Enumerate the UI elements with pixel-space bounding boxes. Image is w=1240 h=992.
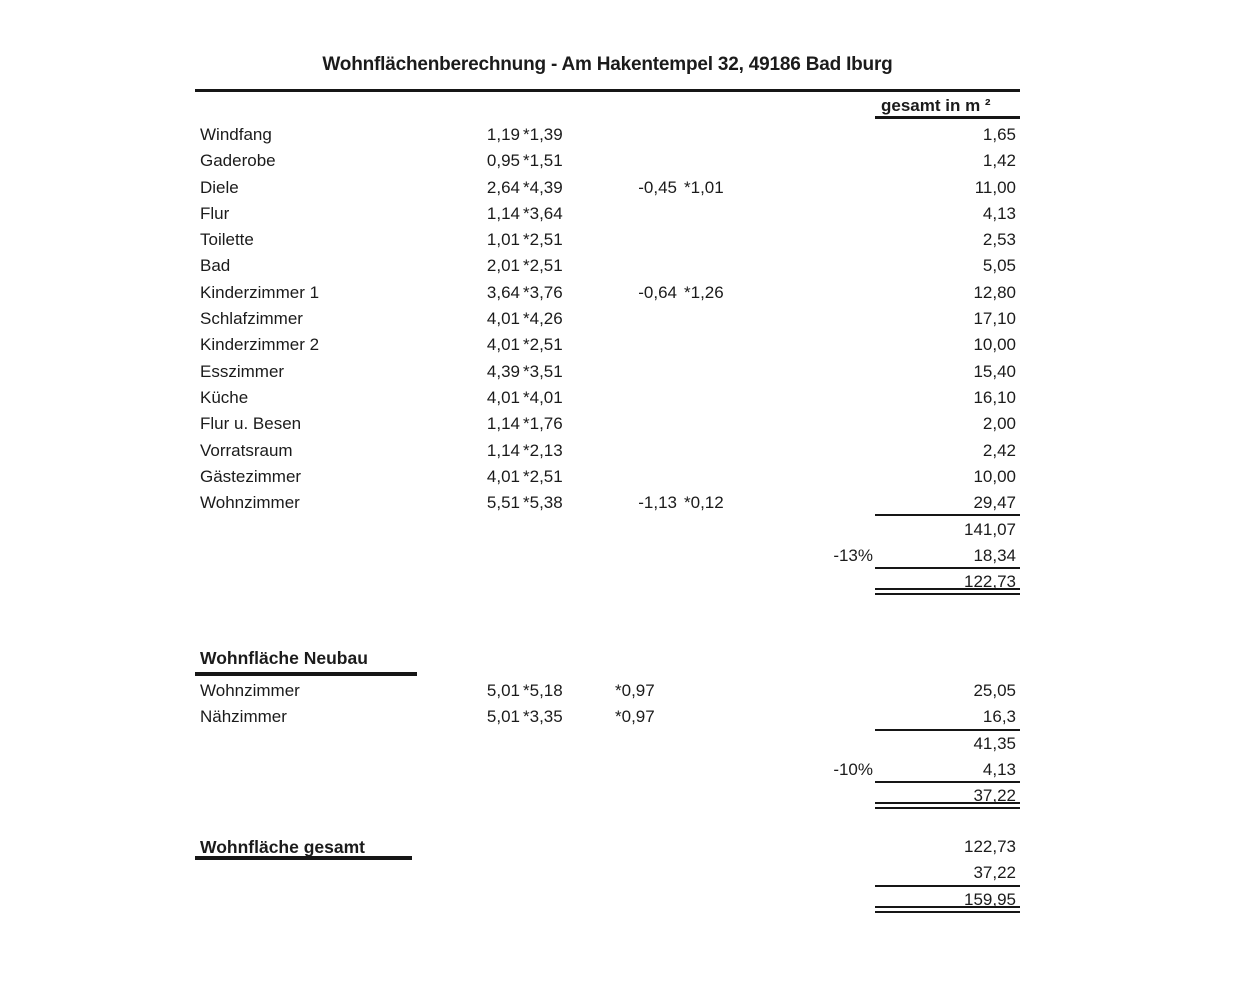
deduction-percent: -10% — [833, 759, 873, 779]
dimension-width: 1,14 — [486, 414, 520, 434]
adjustment-width — [575, 201, 677, 227]
row-total-sqm: 2,42 — [982, 440, 1016, 460]
dimension-length: *2,51 — [523, 230, 563, 250]
row-total-sqm: 25,05 — [973, 681, 1016, 700]
adjustment-width: -0,45 — [638, 177, 677, 197]
table-row — [195, 253, 1020, 279]
dimension-width: 5,01 — [486, 707, 520, 727]
dimension-length: *2,51 — [523, 256, 563, 276]
table-row — [195, 175, 1020, 201]
dimension-length: *5,38 — [523, 493, 563, 513]
section-total-row — [195, 783, 1020, 809]
dimension-length: *5,18 — [523, 681, 563, 700]
adjustment-width — [575, 306, 677, 332]
table-row — [195, 704, 1020, 730]
subtotal-row — [195, 517, 1020, 543]
dimension-length: *1,76 — [523, 414, 563, 434]
adjustment-width — [575, 332, 677, 358]
neubau-room-table — [195, 678, 1020, 731]
room-name: Wohnzimmer — [200, 681, 300, 700]
room-name: Küche — [200, 387, 249, 407]
room-name: Esszimmer — [200, 361, 285, 381]
table-row — [195, 359, 1020, 385]
dimension-width: 1,01 — [486, 230, 520, 250]
room-name: Kinderzimmer 2 — [200, 335, 320, 355]
adjustment-width — [575, 438, 677, 464]
row-total-sqm: 10,00 — [973, 335, 1016, 355]
subtotal-value: 41,35 — [973, 733, 1016, 753]
grand-total-heading-row — [195, 834, 1020, 860]
table-row — [195, 490, 1020, 516]
table-row — [195, 148, 1020, 174]
deduction-value: 18,34 — [875, 543, 1020, 569]
subtotal-row — [195, 731, 1020, 757]
room-name: Windfang — [200, 125, 272, 144]
dimension-width: 4,01 — [486, 387, 520, 407]
dimension-length: *3,35 — [523, 707, 563, 727]
room-name: Gästezimmer — [200, 466, 302, 486]
neubau-section-heading: Wohnfläche Neubau — [195, 646, 417, 676]
neubau-total-row — [195, 860, 1020, 886]
dimension-width: 4,39 — [486, 361, 520, 381]
dimension-length: *2,51 — [523, 466, 563, 486]
table-row — [195, 306, 1020, 332]
table-row — [195, 438, 1020, 464]
total-column-header: gesamt in m ² — [875, 94, 1020, 119]
table-row — [195, 122, 1020, 148]
row-total-sqm: 17,10 — [973, 309, 1016, 329]
adjustment-width — [575, 359, 677, 385]
deduction-row — [195, 757, 1020, 783]
row-total-sqm: 10,00 — [973, 466, 1016, 486]
table-row — [195, 227, 1020, 253]
row-total-sqm: 2,00 — [982, 414, 1016, 434]
dimension-width: 5,01 — [486, 681, 520, 700]
altbau-total-value: 122,73 — [964, 837, 1016, 856]
adjustment-width: -1,13 — [638, 493, 677, 513]
row-total-sqm: 16,3 — [875, 704, 1020, 730]
table-row — [195, 280, 1020, 306]
dimension-factor: *0,97 — [615, 707, 655, 727]
room-name: Diele — [200, 177, 239, 197]
dimension-width: 1,14 — [486, 203, 520, 223]
row-total-sqm: 5,05 — [982, 256, 1016, 276]
adjustment-length: *1,26 — [684, 282, 724, 302]
dimension-length: *3,76 — [523, 282, 563, 302]
section-total-value: 122,73 — [875, 569, 1020, 595]
dimension-length: *1,51 — [523, 151, 563, 171]
adjustment-width — [575, 253, 677, 279]
grand-total-value: 159,95 — [875, 887, 1020, 913]
dimension-length: *2,51 — [523, 335, 563, 355]
room-name: Flur — [200, 203, 230, 223]
neubau-total-value: 37,22 — [875, 860, 1020, 886]
room-name: Schlafzimmer — [200, 309, 303, 329]
dimension-width: 0,95 — [486, 151, 520, 171]
room-name: Kinderzimmer 1 — [200, 282, 320, 302]
adjustment-width — [575, 411, 677, 437]
main-table-summary — [195, 517, 1020, 596]
adjustment-width — [575, 464, 677, 490]
dimension-factor: *0,97 — [615, 681, 655, 700]
row-total-sqm: 29,47 — [875, 490, 1020, 516]
adjustment-width: -0,64 — [638, 282, 677, 302]
adjustment-width — [575, 148, 677, 174]
dimension-length: *4,01 — [523, 387, 563, 407]
dimension-length: *3,51 — [523, 361, 563, 381]
deduction-value: 4,13 — [875, 757, 1020, 783]
deduction-row — [195, 543, 1020, 569]
dimension-length: *4,26 — [523, 309, 563, 329]
table-row — [195, 464, 1020, 490]
main-room-table — [195, 122, 1020, 516]
dimension-width: 2,01 — [486, 256, 520, 276]
room-name: Flur u. Besen — [200, 414, 302, 434]
section-total-value: 37,22 — [875, 783, 1020, 809]
adjustment-width — [575, 122, 677, 148]
dimension-length: *4,39 — [523, 177, 563, 197]
dimension-width: 4,01 — [486, 466, 520, 486]
section-total-row — [195, 569, 1020, 595]
dimension-length: *3,64 — [523, 203, 563, 223]
room-name: Bad — [200, 256, 231, 276]
row-total-sqm: 4,13 — [982, 203, 1016, 223]
table-row — [195, 332, 1020, 358]
room-name: Vorratsraum — [200, 440, 293, 460]
subtotal-value: 141,07 — [964, 519, 1016, 539]
dimension-width: 4,01 — [486, 335, 520, 355]
room-name: Toilette — [200, 230, 254, 250]
dimension-width: 5,51 — [486, 493, 520, 513]
row-total-sqm: 1,42 — [982, 151, 1016, 171]
adjustment-length: *1,01 — [684, 177, 724, 197]
row-total-sqm: 16,10 — [973, 387, 1016, 407]
row-total-sqm: 2,53 — [982, 230, 1016, 250]
dimension-width: 3,64 — [486, 282, 520, 302]
table-row — [195, 411, 1020, 437]
row-total-sqm: 11,00 — [974, 177, 1016, 197]
table-row — [195, 678, 1020, 704]
room-name: Gaderobe — [200, 151, 276, 171]
grand-total-heading: Wohnfläche gesamt — [195, 834, 412, 860]
room-name: Wohnzimmer — [200, 493, 300, 513]
adjustment-width — [575, 227, 677, 253]
dimension-width: 4,01 — [486, 309, 520, 329]
grand-total-row — [195, 887, 1020, 913]
deduction-percent: -13% — [833, 545, 873, 565]
adjustment-length: *0,12 — [684, 493, 724, 513]
table-row — [195, 201, 1020, 227]
row-total-sqm: 12,80 — [973, 282, 1016, 302]
dimension-width: 1,14 — [486, 440, 520, 460]
dimension-length: *2,13 — [523, 440, 563, 460]
adjustment-width — [575, 385, 677, 411]
dimension-width: 1,19 — [486, 125, 520, 144]
row-total-sqm: 15,40 — [973, 361, 1016, 381]
grand-total-section — [195, 834, 1020, 913]
title-divider-rule — [195, 89, 1020, 92]
neubau-summary — [195, 731, 1020, 810]
row-total-sqm: 1,65 — [982, 125, 1016, 144]
document-title: Wohnflächenberechnung - Am Hakentempel 32, 49186 Bad Iburg — [322, 54, 893, 75]
dimension-width: 2,64 — [486, 177, 520, 197]
room-name: Nähzimmer — [200, 707, 287, 727]
dimension-length: *1,39 — [523, 125, 563, 144]
table-row — [195, 385, 1020, 411]
